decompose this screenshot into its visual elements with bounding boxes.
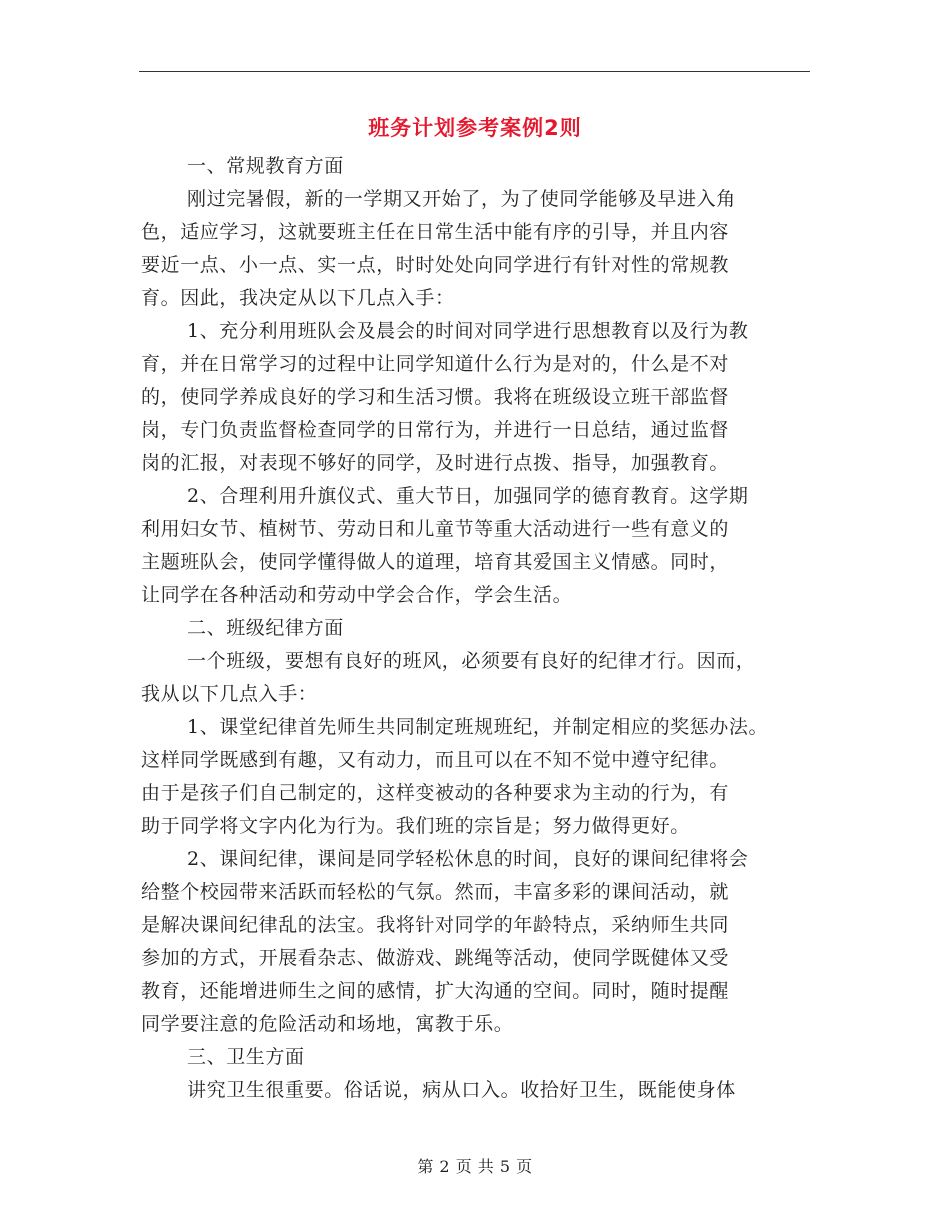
paragraph-line: 2、课间纪律，课间是同学轻松休息的时间，良好的课间纪律将会 xyxy=(187,848,749,870)
paragraph-line: 1、课堂纪律首先师生共同制定班规班纪，并制定相应的奖惩办法。 xyxy=(187,716,769,738)
paragraph-line: 色，适应学习，这就要班主任在日常生活中能有序的引导，并且内容 xyxy=(141,221,730,243)
paragraph-line: 我从以下几点入手： xyxy=(141,683,318,705)
paragraph-line: 的，使同学养成良好的学习和生活习惯。我将在班级设立班干部监督 xyxy=(141,386,730,408)
paragraph-line: 1、充分利用班队会及晨会的时间对同学进行思想教育以及行为教 xyxy=(187,320,749,342)
paragraph-line: 是解决课间纪律乱的法宝。我将针对同学的年龄特点，采纳师生共同 xyxy=(141,914,730,936)
paragraph-line: 利用妇女节、植树节、劳动日和儿童节等重大活动进行一些有意义的 xyxy=(141,518,730,540)
section-heading: 三、卫生方面 xyxy=(187,1046,305,1068)
section-heading: 一、常规教育方面 xyxy=(187,155,344,177)
paragraph-line: 2、合理利用升旗仪式、重大节日，加强同学的德育教育。这学期 xyxy=(187,485,749,507)
page-number: 第 2 页 共 5 页 xyxy=(417,1157,533,1176)
paragraph-line: 一个班级，要想有良好的班风，必须要有良好的纪律才行。因而， xyxy=(187,650,756,672)
paragraph-line: 给整个校园带来活跃而轻松的气氛。然而，丰富多彩的课间活动，就 xyxy=(141,881,730,903)
paragraph-line: 岗的汇报，对表现不够好的同学，及时进行点拨、指导，加强教育。 xyxy=(141,452,730,474)
paragraph-line: 参加的方式，开展看杂志、做游戏、跳绳等活动，使同学既健体又受 xyxy=(141,947,730,969)
paragraph-line: 要近一点、小一点、实一点，时时处处向同学进行有针对性的常规教 xyxy=(141,254,730,276)
paragraph-line: 这样同学既感到有趣，又有动力，而且可以在不知不觉中遵守纪律。 xyxy=(141,749,730,771)
paragraph-line: 刚过完暑假，新的一学期又开始了，为了使同学能够及早进入角 xyxy=(187,188,736,210)
paragraph-line: 育，并在日常学习的过程中让同学知道什么行为是对的，什么是不对 xyxy=(141,353,730,375)
paragraph-line: 岗，专门负责监督检查同学的日常行为，并进行一日总结，通过监督 xyxy=(141,419,730,441)
paragraph-line: 助于同学将文字内化为行为。我们班的宗旨是；努力做得更好。 xyxy=(141,815,690,837)
paragraph-line: 教育，还能增进师生之间的感情，扩大沟通的空间。同时，随时提醒 xyxy=(141,980,730,1002)
document-title: 班务计划参考案例2则 xyxy=(368,116,582,140)
header-rule xyxy=(139,71,810,72)
paragraph-line: 同学要注意的危险活动和场地，寓教于乐。 xyxy=(141,1013,514,1035)
paragraph-line: 主题班队会，使同学懂得做人的道理，培育其爱国主义情感。同时， xyxy=(141,551,730,573)
section-heading: 二、班级纪律方面 xyxy=(187,617,344,639)
paragraph-line: 育。因此，我决定从以下几点入手： xyxy=(141,287,455,309)
paragraph-line: 让同学在各种活动和劳动中学会合作，学会生活。 xyxy=(141,584,573,606)
paragraph-line: 讲究卫生很重要。俗话说，病从口入。收拾好卫生，既能使身体 xyxy=(187,1079,736,1101)
paragraph-line: 由于是孩子们自己制定的，这样变被动的各种要求为主动的行为，有 xyxy=(141,782,730,804)
